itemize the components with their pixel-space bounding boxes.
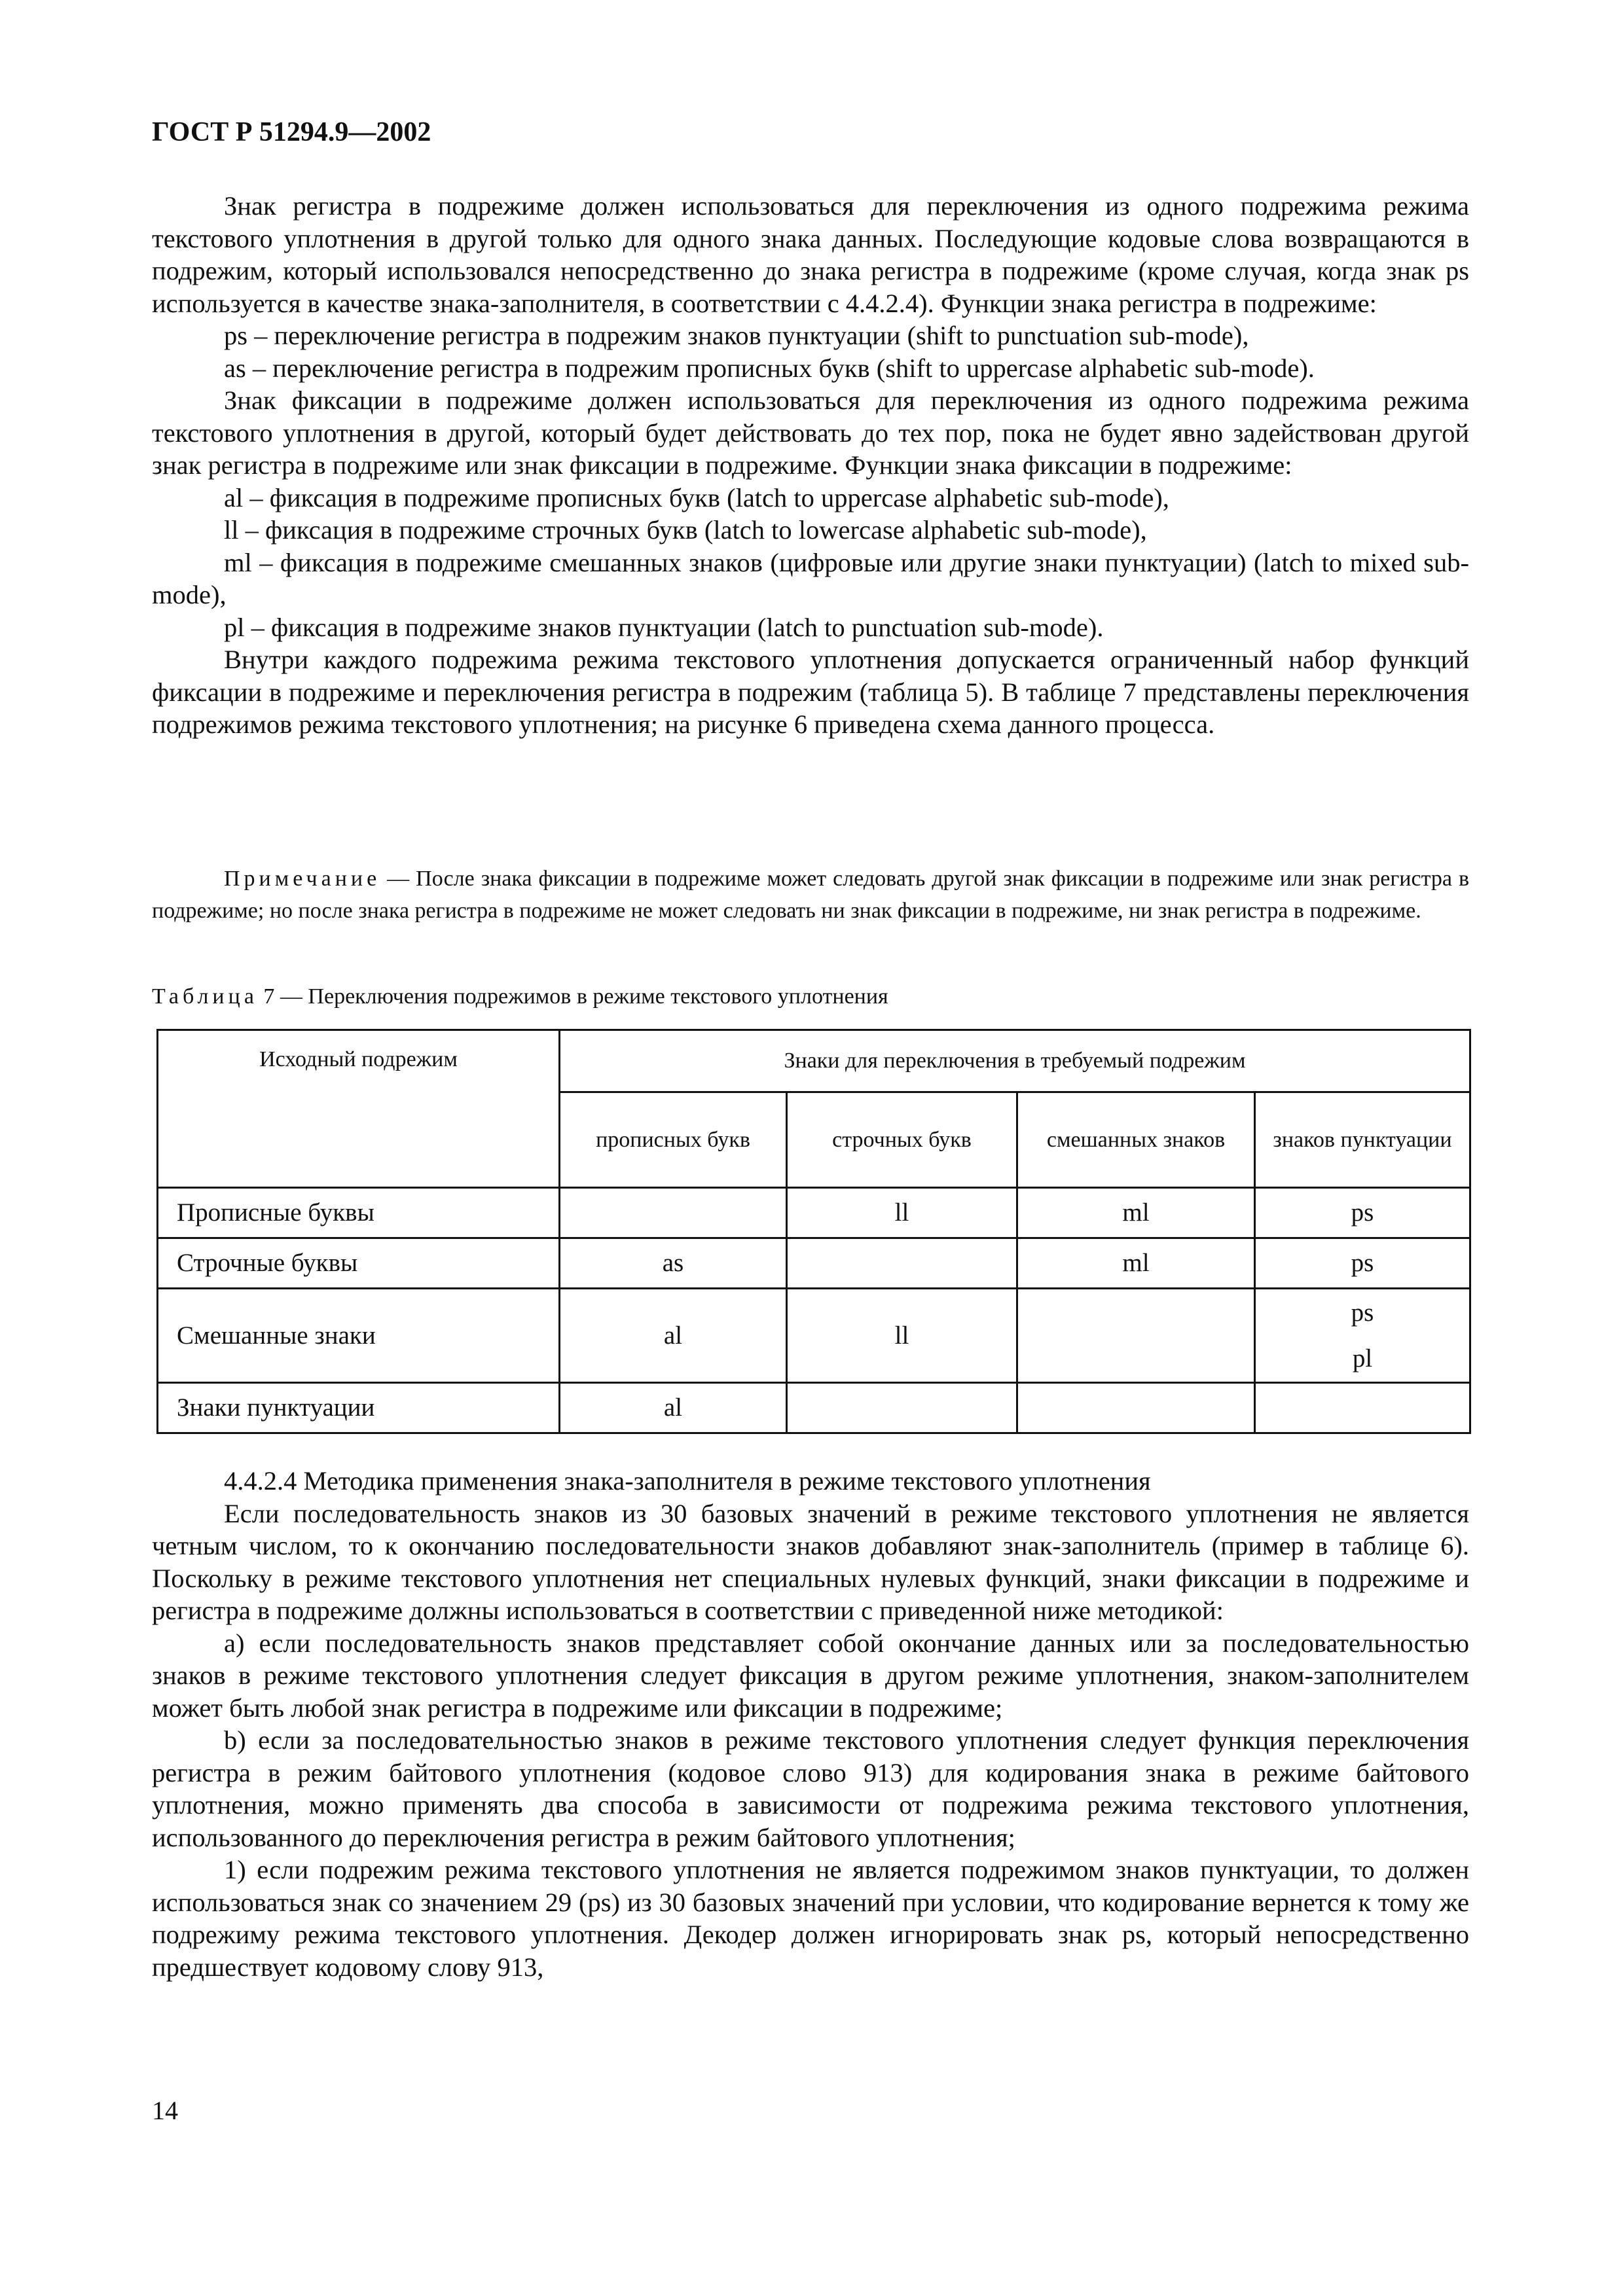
paragraph-ml-function: ml – фиксация в подрежиме смешанных знаков (цифровые или другие знаки пунктуации) (latch to mixed sub-mode),	[152, 547, 1469, 609]
table-cell: ps	[1255, 1188, 1470, 1238]
table-row	[158, 1238, 1470, 1289]
table-caption-label: Таблица	[152, 984, 258, 1009]
table-cell-punctuation-multi	[1255, 1289, 1470, 1383]
note-text: — После знака фиксации в подрежиме может следовать другой знак фиксации в подрежиме или знак регистра в подрежиме; но после знака регистра в подрежиме не может следовать ни знак фиксации в подрежиме, ни знак регистра в подрежиме.	[152, 867, 1469, 923]
document-code-header: ГОСТ Р 51294.9—2002	[152, 117, 431, 147]
table-cell: ll	[787, 1188, 1017, 1238]
table-row	[158, 1383, 1470, 1433]
table-cell: ps	[1255, 1238, 1470, 1289]
table-cell	[1017, 1289, 1255, 1383]
table-row	[158, 1188, 1470, 1238]
row-label-uppercase: Прописные буквы	[158, 1188, 560, 1238]
row-label-mixed: Смешанные знаки	[158, 1289, 560, 1383]
header-target-group: Знаки для переключения в требуемый подрежим	[560, 1030, 1470, 1092]
table-cell: as	[560, 1238, 787, 1289]
table-cell: ll	[787, 1289, 1017, 1383]
paragraph-item-1: 1) если подрежим режима текстового уплотнения не является подрежимом знаков пунктуации, то должен использоваться знак со значением 29 (ps) из 30 базовых значений при условии, что кодирование вернется к тому же подрежиму режима текстового уплотнения. Декодер должен игнорировать знак ps, который непосредственно предшествует кодовому слову 913,	[152, 1855, 1469, 1982]
body-text-lower	[152, 1465, 1469, 1983]
paragraph-padding-intro: Если последовательность знаков из 30 базовых значений в режиме текстового уплотнения не является четным числом, то к окончанию последовательности знаков добавляют знак-заполнитель (пример в таблице 6). Поскольку в режиме текстового уплотнения нет специальных нулевых функций, знаки фиксации в подрежиме и регистра в подрежиме должны использоваться в соответствии с приведенной ниже методикой:	[152, 1498, 1469, 1625]
subheader-punctuation: знаков пунктуации	[1255, 1092, 1470, 1188]
paragraph-item-b: b) если за последовательностью знаков в режиме текстового уплотнения следует функция переключения регистра в режим байтового уплотнения (кодовое слово 913) для кодирования знака в режиме байтового уплотнения, можно применять два способа в зависимости от подрежима режима текстового уплотнения, использованного до переключения регистра в режим байтового уплотнения;	[152, 1725, 1469, 1852]
subheader-mixed: смешанных знаков	[1017, 1092, 1255, 1188]
paragraph-latch-definition: Знак фиксации в подрежиме должен использоваться для переключения из одного подрежима режима текстового уплотнения в другой, который будет действовать до тех пор, пока не будет явно задействован другой знак регистра в подрежиме или знак фиксации в подрежиме. Функции знака фиксации в подрежиме:	[152, 386, 1469, 480]
cell-value-pl: pl	[1352, 1344, 1373, 1372]
table-cell	[787, 1238, 1017, 1289]
table-cell	[787, 1383, 1017, 1433]
paragraph-ps-function: ps – переключение регистра в подрежим знаков пунктуации (shift to punctuation sub-mode),	[224, 321, 1249, 350]
paragraph-submode-summary: Внутри каждого подрежима режима текстового уплотнения допускается ограниченный набор функций фиксации в подрежиме и переключения регистра в подрежим (таблица 5). В таблице 7 представлены переключения подрежимов режима текстового уплотнения; на рисунке 6 приведена схема данного процесса.	[152, 645, 1469, 739]
paragraph-as-function: as – переключение регистра в подрежим прописных букв (shift to uppercase alphabetic sub-mode).	[224, 353, 1315, 383]
submode-switch-table	[156, 1029, 1471, 1434]
paragraph-shift-definition: Знак регистра в подрежиме должен использоваться для переключения из одного подрежима режима текстового уплотнения в другой только для одного знака данных. Последующие кодовые слова возвращаются в подрежим, который использовался непосредственно до знака регистра в подрежиме (кроме случая, когда знак ps используется в качестве знака-заполнителя, в соответствии с 4.4.2.4). Функции знака регистра в подрежиме:	[152, 191, 1469, 318]
row-label-punctuation: Знаки пунктуации	[158, 1383, 560, 1433]
table-header-row-1	[158, 1030, 1470, 1092]
row-label-lowercase: Строчные буквы	[158, 1238, 560, 1289]
table-cell	[560, 1188, 787, 1238]
note-label: Примечание	[224, 867, 381, 891]
table-cell	[1255, 1383, 1470, 1433]
table-caption	[152, 980, 888, 1013]
paragraph-ll-function: ll – фиксация в подрежиме строчных букв (latch to lowercase alphabetic sub-mode),	[224, 515, 1147, 545]
page-number: 14	[152, 2096, 178, 2125]
table-cell	[1017, 1383, 1255, 1433]
table-cell: al	[560, 1289, 787, 1383]
subheader-uppercase: прописных букв	[560, 1092, 787, 1188]
table-cell: ml	[1017, 1188, 1255, 1238]
table-cell: al	[560, 1383, 787, 1433]
note-block	[152, 863, 1469, 927]
paragraph-item-a: a) если последовательность знаков представляет собой окончание данных или за последовательностью знаков в режиме текстового уплотнения следует фиксация в другом режиме уплотнения, знаком-заполнителем может быть любой знак регистра в подрежиме или фиксации в подрежиме;	[152, 1628, 1469, 1723]
table-row	[158, 1289, 1470, 1383]
table-caption-text: 7 — Переключения подрежимов в режиме текстового уплотнения	[257, 984, 888, 1009]
paragraph-al-function: al – фиксация в подрежиме прописных букв (latch to uppercase alphabetic sub-mode),	[224, 482, 1169, 512]
section-heading-4-4-2-4: 4.4.2.4 Методика применения знака-заполнителя в режиме текстового уплотнения	[224, 1466, 1151, 1496]
table-cell: ml	[1017, 1238, 1255, 1289]
header-source-submode: Исходный подрежим	[158, 1030, 560, 1188]
body-text-upper	[152, 190, 1469, 741]
paragraph-pl-function: pl – фиксация в подрежиме знаков пунктуации (latch to punctuation sub-mode).	[224, 612, 1104, 642]
cell-value-ps: ps	[1351, 1298, 1374, 1327]
subheader-lowercase: строчных букв	[787, 1092, 1017, 1188]
